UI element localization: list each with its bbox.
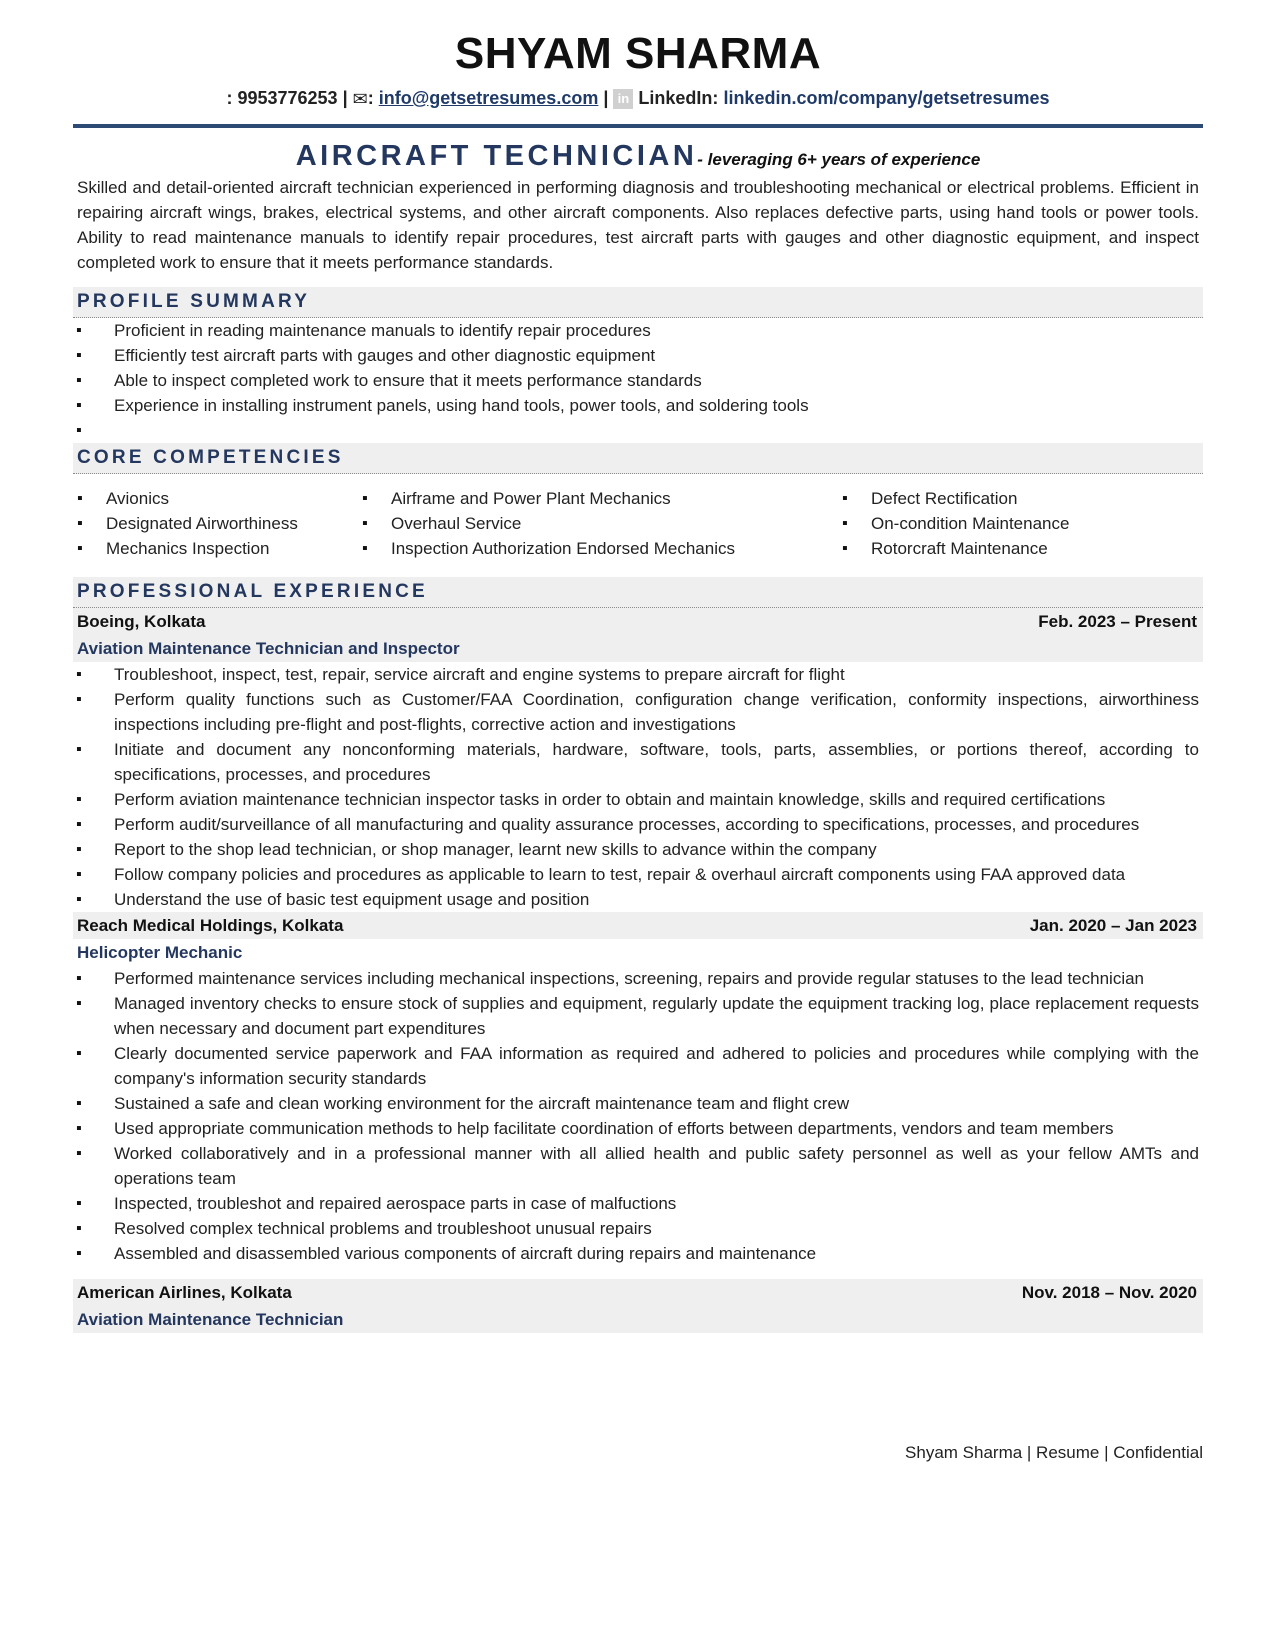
list-item: ▪ Mechanics Inspection [73,536,358,561]
list-item: ▪ Managed inventory checks to ensure stock of supplies and equipment, regularly update the equipment tracking log, place replacement requests when necessary and document part expenditures [73,991,1203,1041]
list-item: ▪ Airframe and Power Plant Mechanics [358,486,838,511]
job-bullets [73,662,1203,912]
page-footer: Shyam Sharma | Resume | Confidential [905,1443,1203,1462]
list-item: ▪ Inspected, troubleshot and repaired aerospace parts in case of malfuctions [73,1191,1203,1216]
email-link[interactable]: info@getsetresumes.com [378,88,599,108]
headline [73,138,1203,174]
list-item: ▪ Report to the shop lead technician, or shop manager, learnt new skills to advance within the company [73,837,1203,862]
competencies-column-3 [838,486,1138,561]
job-role: Aviation Maintenance Technician [77,1310,344,1329]
list-item: ▪ Understand the use of basic test equipment usage and position [73,887,1203,912]
list-item: ▪ Clearly documented service paperwork and FAA information as required and adhered to policies and procedures while complying with the company's information security standards [73,1041,1203,1091]
job-dates: Nov. 2018 – Nov. 2020 [1021,1283,1197,1302]
list-item: ▪ Designated Airworthiness [73,511,358,536]
job-header [73,608,1203,662]
list-item: ▪ Efficiently test aircraft parts with gauges and other diagnostic equipment [73,343,1203,368]
section-heading-core-competencies: CORE COMPETENCIES [73,443,1203,474]
list-item: ▪ Worked collaboratively and in a professional manner with all allied health and public safety personnel as well as your fellow AMTs and operations team [73,1141,1203,1191]
list-item: ▪ Used appropriate communication methods to help facilitate coordination of efforts between departments, vendors and team members [73,1116,1203,1141]
job-title: AIRCRAFT TECHNICIAN [295,140,698,172]
list-item: ▪ Sustained a safe and clean working environment for the aircraft maintenance team and flight crew [73,1091,1203,1116]
linkedin-icon: in [613,89,633,109]
envelope-icon: ✉ [352,89,368,110]
competencies-column-1 [73,486,358,561]
list-item: ▪ Troubleshoot, inspect, test, repair, service aircraft and engine systems to prepare aircraft for flight [73,662,1203,687]
company-name: Boeing, Kolkata [77,612,206,631]
list-item: ▪ Perform audit/surveillance of all manufacturing and quality assurance processes, according to specifications, processes, and procedures [73,812,1203,837]
contact-line: : 9953776253 | ✉: info@getsetresumes.com | in LinkedIn: linkedin.com/company/getsetresumes [73,85,1203,111]
list-item: ▪ Defect Rectification [838,486,1138,511]
section-heading-profile-summary: PROFILE SUMMARY [73,287,1203,318]
competencies-grid [73,486,1203,561]
job-role: Aviation Maintenance Technician and Inspector [77,639,460,658]
job-bullets [73,966,1203,1266]
job-header [73,1279,1203,1333]
resume-page [73,0,1203,1333]
list-item: ▪ Overhaul Service [358,511,838,536]
competencies-column-2 [358,486,838,561]
job-dates: Jan. 2020 – Jan 2023 [1029,916,1197,935]
headline-tagline: - leveraging 6+ years of experience [697,150,981,169]
job-header [73,912,1203,966]
candidate-name: SHYAM SHARMA [454,29,822,78]
list-item: ▪ Inspection Authorization Endorsed Mechanics [358,536,838,561]
section-heading-professional-experience: PROFESSIONAL EXPERIENCE [73,577,1203,608]
list-item: ▪ Experience in installing instrument panels, using hand tools, power tools, and soldering tools [73,393,1203,418]
linkedin-label: LinkedIn: [638,88,719,108]
list-item: ▪ Perform aviation maintenance technician inspector tasks in order to obtain and maintain knowledge, skills and required certifications [73,787,1203,812]
linkedin-link[interactable]: linkedin.com/company/getsetresumes [723,88,1050,108]
list-item: ▪ Follow company policies and procedures as applicable to learn to test, repair & overhaul aircraft components using FAA approved data [73,862,1203,887]
summary-paragraph: Skilled and detail-oriented aircraft technician experienced in performing diagnosis and troubleshooting mechanical or electrical problems. Efficient in repairing aircraft wings, brakes, electrical systems, and other aircraft components. Also replaces defective parts, using hand tools or power tools. Ability to read maintenance manuals to identify repair procedures, test aircraft parts with gauges and other diagnostic equipment, and inspect completed work to ensure that it meets performance standards. [77,178,1199,272]
list-item: ▪ On-condition Maintenance [838,511,1138,536]
empty-list-item [73,418,1203,443]
profile-summary-list [73,318,1203,443]
list-item: ▪ Able to inspect completed work to ensure that it meets performance standards [73,368,1203,393]
company-name: Reach Medical Holdings, Kolkata [77,916,344,935]
list-item: ▪ Resolved complex technical problems and troubleshoot unusual repairs [73,1216,1203,1241]
list-item: ▪ Avionics [73,486,358,511]
job-dates: Feb. 2023 – Present [1038,612,1197,631]
header-divider [73,124,1203,128]
list-item: ▪ Initiate and document any nonconforming materials, hardware, software, tools, parts, assemblies, or portions thereof, according to specifications, processes, and procedures [73,737,1203,787]
list-item: ▪ Proficient in reading maintenance manuals to identify repair procedures [73,318,1203,343]
list-item: ▪ Rotorcraft Maintenance [838,536,1138,561]
list-item: ▪ Perform quality functions such as Customer/FAA Coordination, configuration change verification, conformity inspections, airworthiness inspections including pre-flight and post-flights, corrective action and investigations [73,687,1203,737]
list-item: ▪ Performed maintenance services including mechanical inspections, screening, repairs and provide regular statuses to the lead technician [73,966,1203,991]
company-name: American Airlines, Kolkata [77,1283,292,1302]
job-role: Helicopter Mechanic [73,939,1203,966]
list-item: ▪ Assembled and disassembled various components of aircraft during repairs and maintenance [73,1241,1203,1266]
phone-text: : 9953776253 [226,88,338,108]
